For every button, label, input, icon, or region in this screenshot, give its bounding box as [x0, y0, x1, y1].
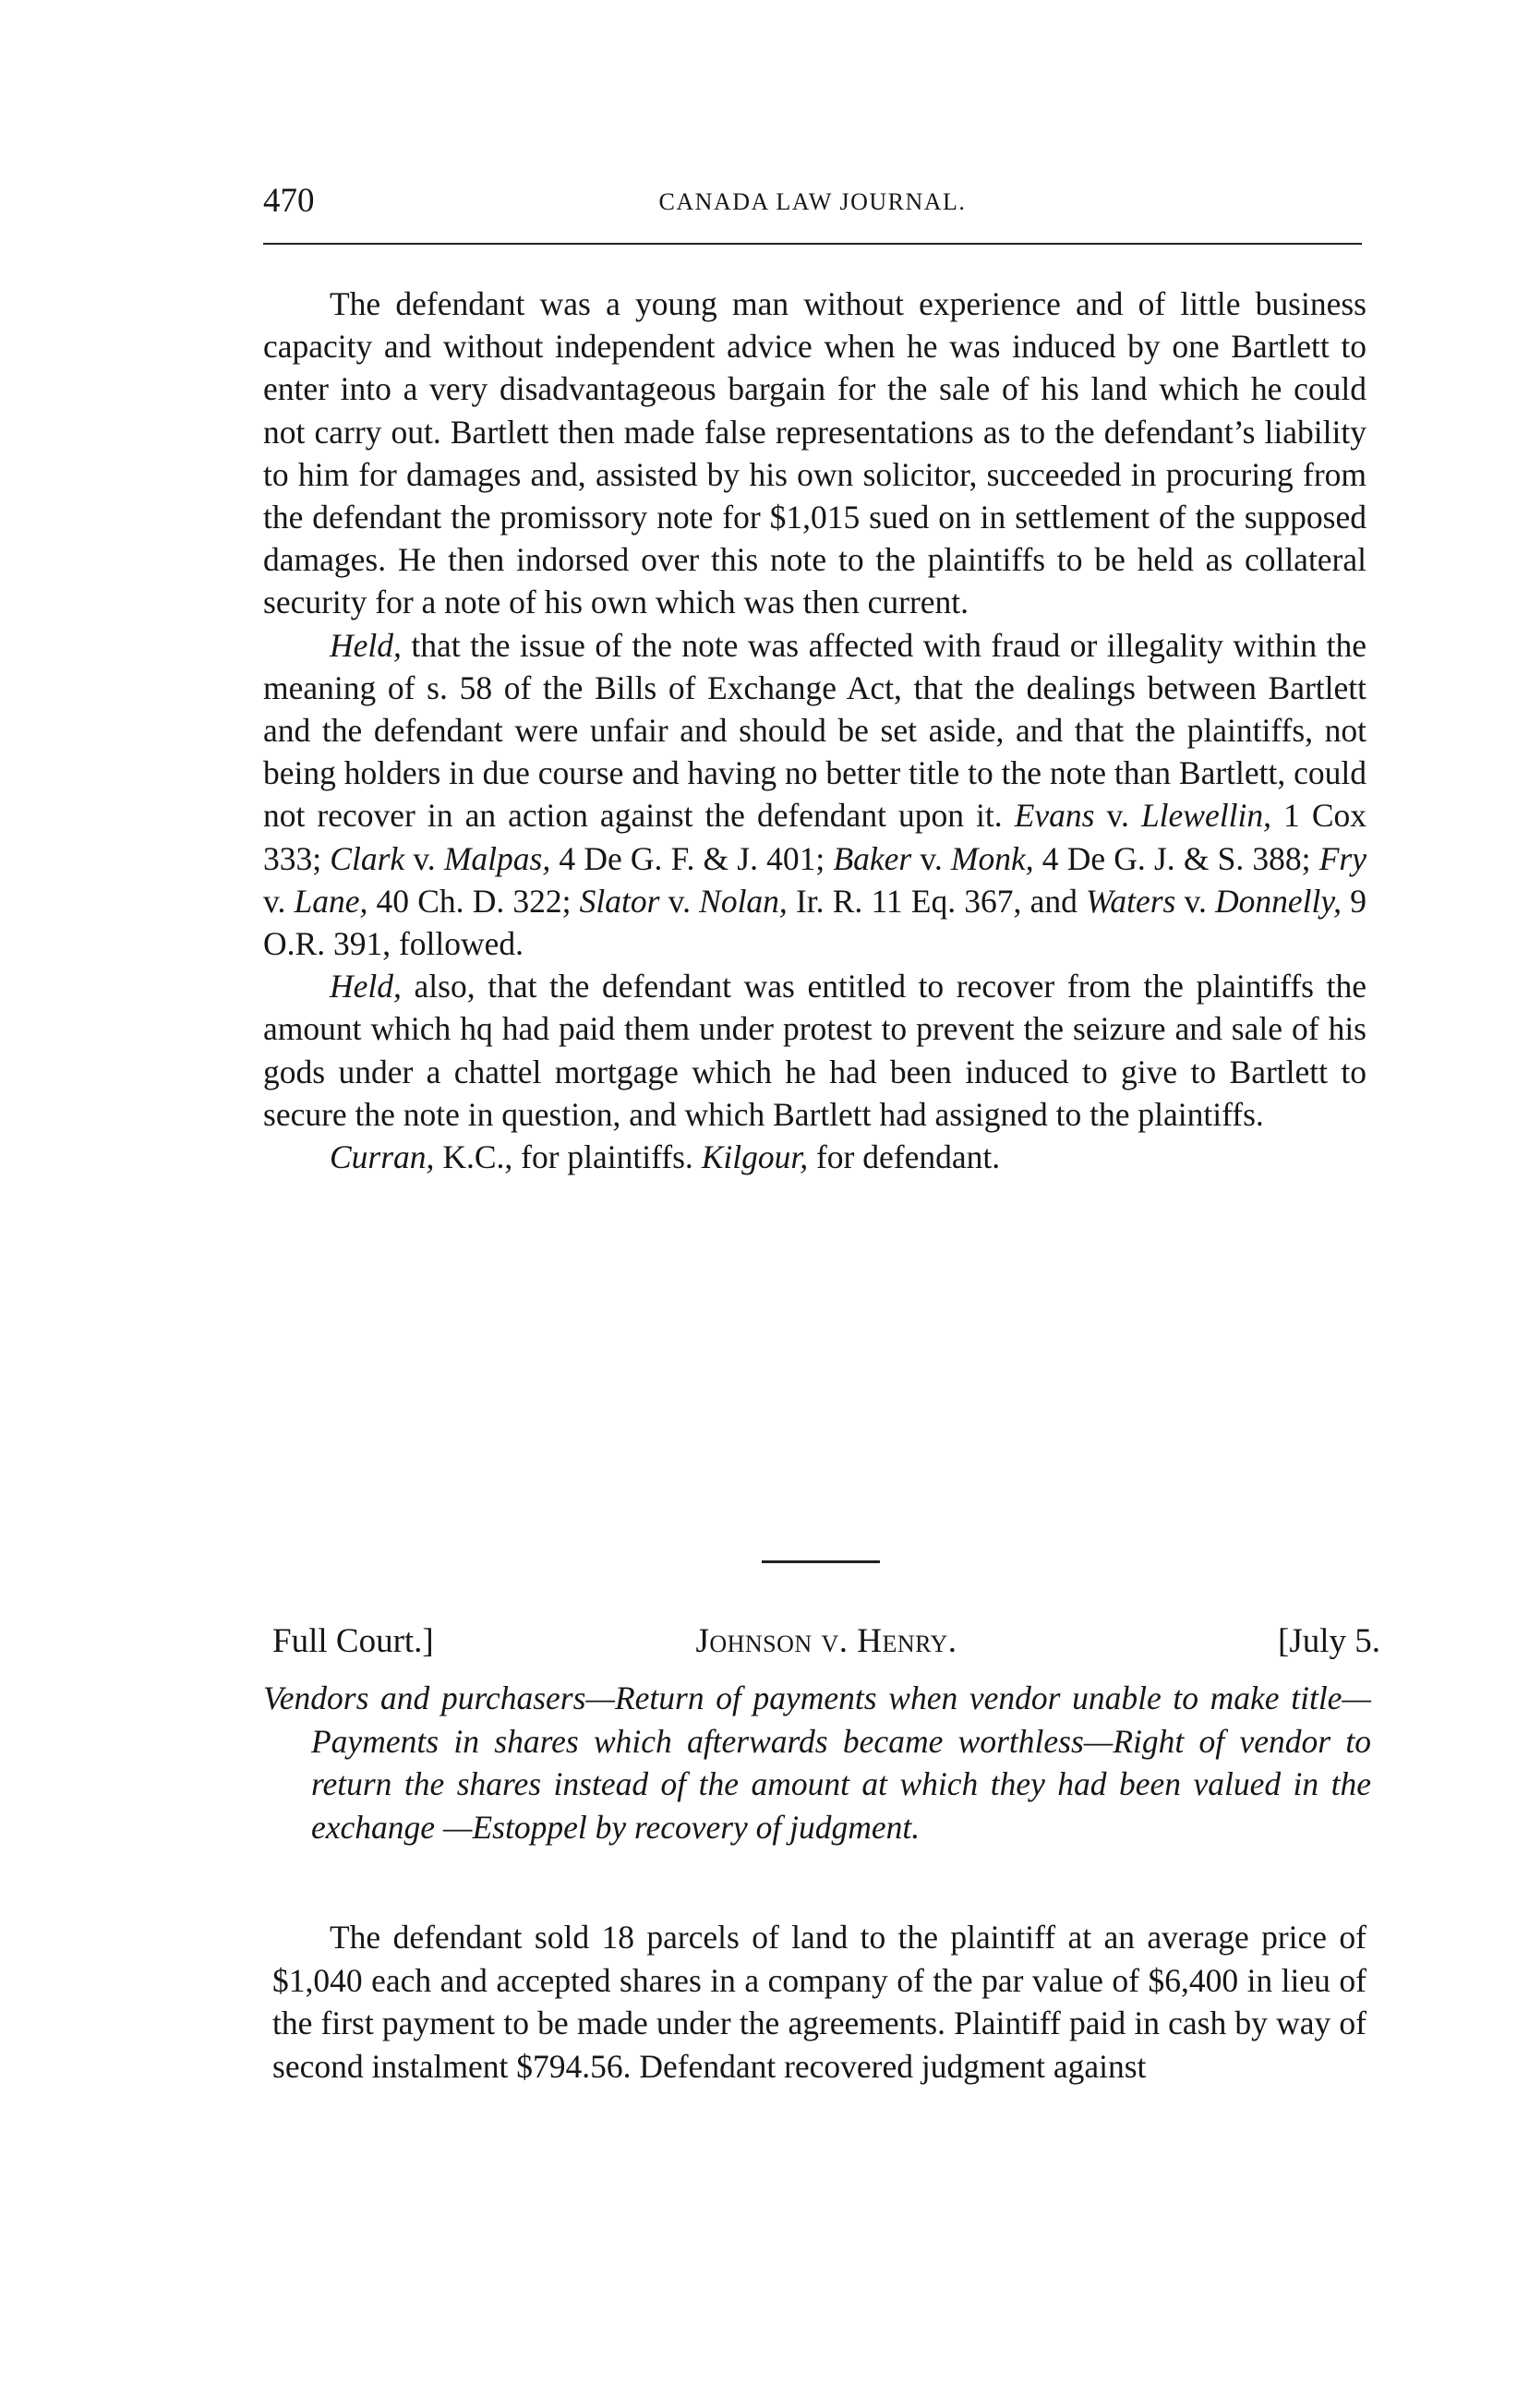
section-divider [762, 1560, 880, 1563]
case-title: Johnson v. Henry. [695, 1622, 957, 1660]
citation-party: Clark [330, 839, 405, 877]
holding-paragraph: Held, that the issue of the note was affected with fraud or illegality within the meaning of s. 58 of the Bills of Exchange Act, that the dealings between Bartlett and the defendant were unfair and should be set aside, and that the plaintiffs, not being holders in due course and having no better title to the note than Bartlett, could not recover in an action against the defendant upon it. Evans v. Llewellin, 1 Cox 333; Clark v. Malpas, 4 De G. F. & J. 401; Baker v. Monk, 4 De G. J. & S. 388; Fry v. Lane, 40 Ch. D. 322; Slator v. Nolan, Ir. R. 11 Eq. 367, and Waters v. Donnelly, 9 O.R. 391, followed. [263, 626, 1366, 963]
citation-party: Nolan, [699, 882, 788, 920]
second-holding-paragraph: Held, also, that the defendant was entitled to recover from the plaintiffs the amount which hq had paid them under protest to prevent the seizure and sale of his gods under a chattel mortgage which he had been induced to give to Bartlett to secure the note in question, and which Bartlett had assigned to the plaintiffs. [263, 968, 1366, 1133]
held-label: Held, [330, 626, 402, 664]
page-header [263, 181, 1362, 236]
facts-paragraph: The defendant was a young man without experience and of little business capacity and without independent advice when he was induced by one Bartlett to enter into a very disadvantageous bargain for the sale of his land which he could not carry out. Bartlett then made false representations as to the defendant’s liability to him for damages and, assisted by his own solicitor, succeeded in procuring from the defendant the promissory note for $1,015 sued on in settlement of the supposed damages. He then indorsed over this note to the plaintiffs to be held as collateral security for a note of his own which was then current. [263, 285, 1366, 621]
counsel-line: Curran, K.C., for plaintiffs. Kilgour, for defendant. [330, 1138, 1001, 1176]
defendant-counsel: Kilgour, [701, 1138, 809, 1176]
plaintiff-counsel: Curran, [330, 1138, 435, 1176]
citation-party: Llewellin, [1140, 797, 1271, 835]
court-name: Full Court.] [272, 1622, 434, 1660]
citation-party: Malpas, [443, 839, 551, 877]
citation-party: Monk, [950, 839, 1034, 877]
citation-party: Fry [1318, 839, 1366, 877]
page-number: 470 [263, 182, 315, 220]
citation-party: Slator [579, 882, 660, 920]
citation-party: Waters [1086, 882, 1176, 920]
citation-party: Evans [1014, 797, 1095, 835]
header-rule [263, 243, 1362, 245]
held-label: Held, [330, 968, 402, 1005]
second-case-body [272, 1916, 1366, 2088]
case-report-body [263, 283, 1366, 1178]
citation-party: Lane, [294, 882, 368, 920]
case-heading [272, 1621, 1380, 1668]
citation-party: Donnelly, [1215, 882, 1342, 920]
running-title: CANADA LAW JOURNAL. [658, 188, 967, 215]
facts-paragraph: The defendant sold 18 parcels of land to the plaintiff at an average price of $1,040 each and accepted shares in a company of the par value of $6,400 in lieu of the first payment to be made under the agreements. Plaintiff paid in cash by way of second instalment $794.56. Defendant recovered judgment against [272, 1919, 1366, 2085]
case-date: [July 5. [1278, 1622, 1380, 1660]
citation-party: Baker [833, 839, 912, 877]
headnote: Vendors and purchasers—Return of payments when vendor unable to make title—Payments in shares which afterwards became worthless—Right of vendor to return the shares instead of the amount at which they had been valued in the exchange —Estoppel by recovery of judgment. [263, 1680, 1371, 1846]
